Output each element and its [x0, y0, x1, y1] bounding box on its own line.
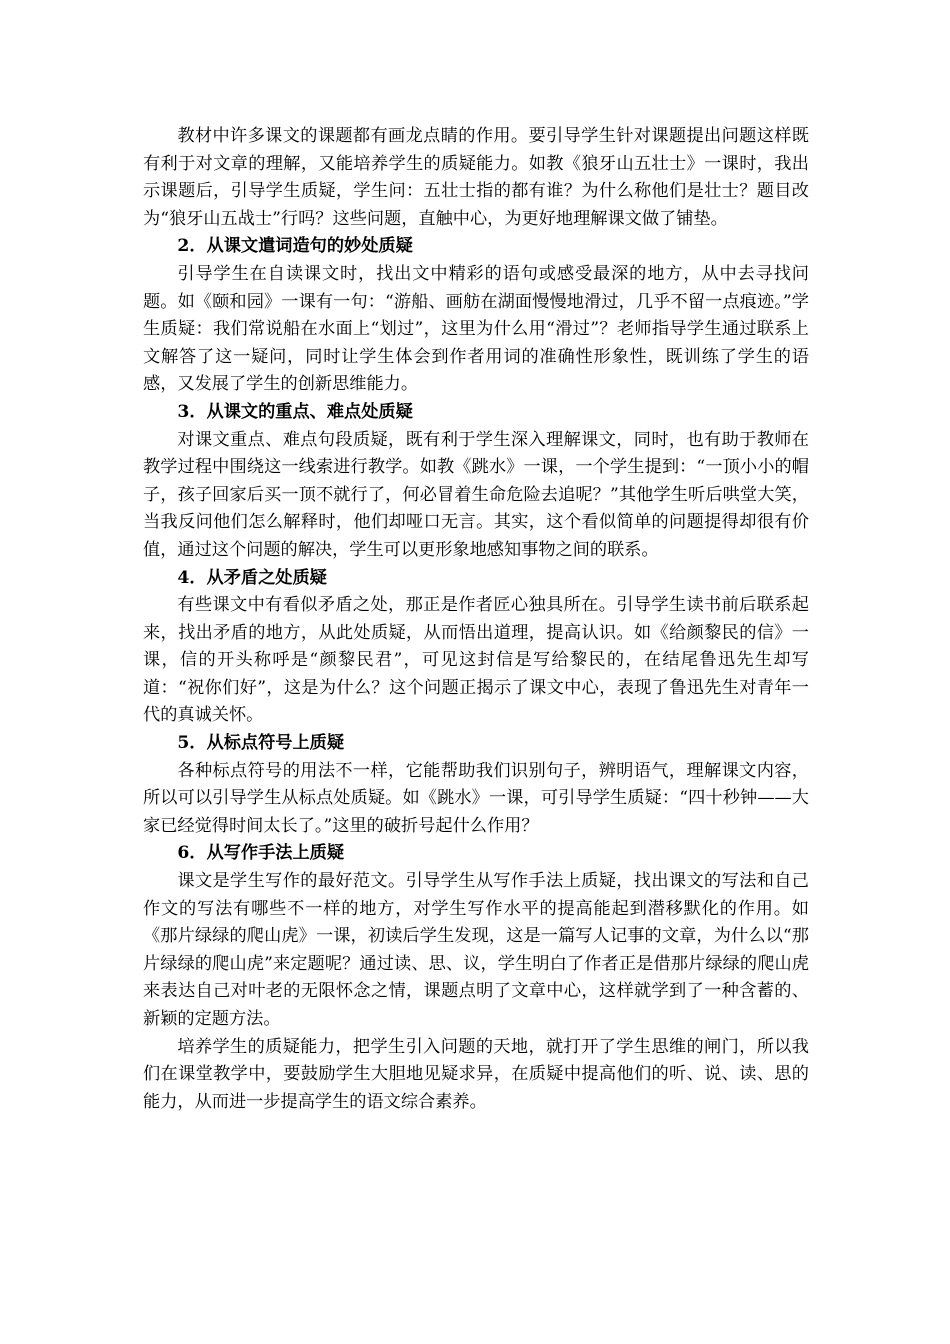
paragraph-section-5: 各种标点符号的用法不一样，它能帮助我们识别句子，辨明语气，理解课文内容，所以可以引导学生从标点处质疑。如《跳水》一课，可引导学生质疑：“四十秒钟——大家已经觉得时间太长了。”这里的破折号起什么作用？: [143, 760, 809, 836]
paragraph-intro: 教材中许多课文的课题都有画龙点睛的作用。要引导学生针对课题提出问题这样既有利于对文章的理解，又能培养学生的质疑能力。如教《狼牙山五壮士》一课时，我出示课题后，引导学生质疑，学生问：五壮士指的都有谁？为什么称他们是壮士？题目改为“狼牙山五战士”行吗？这些问题，直触中心，为更好地理解课文做了铺垫。: [143, 126, 809, 229]
document-body: [143, 123, 809, 1116]
paragraph-section-3: 对课文重点、难点句段质疑，既有利于学生深入理解课文，同时，也有助于教师在教学过程中围绕这一线索进行教学。如教《跳水》一课，一个学生提到：“一顶小小的帽子，孩子回家后买一顶不就行了，何必冒着生命危险去追呢？”其他学生听后哄堂大笑，当我反问他们怎么解释时，他们却哑口无言。其实，这个看似简单的问题提得却很有价值，通过这个问题的解决，学生可以更形象地感知事物之间的联系。: [143, 429, 809, 560]
paragraph-conclusion: 培养学生的质疑能力，把学生引入问题的天地，就打开了学生思维的闸门，所以我们在课堂教学中，要鼓励学生大胆地见疑求异，在质疑中提高他们的听、说、读、思的能力，从而进一步提高学生的语文综合素养。: [143, 1036, 809, 1112]
section-heading-5: 5．从标点符号上质疑: [177, 733, 345, 754]
paragraph-section-6: 课文是学生写作的最好范文。引导学生从写作手法上质疑，找出课文的写法和自己作文的写法有哪些不一样的地方，对学生写作水平的提高能起到潜移默化的作用。如《那片绿绿的爬山虎》一课，初读后学生发现，这是一篇写人记事的文章，为什么以“那片绿绿的爬山虎”来定题呢？通过读、思、议，学生明白了作者正是借那片绿绿的爬山虎来表达自己对叶老的无限怀念之情，课题点明了文章中心，这样就学到了一种含蓄的、新颖的定题方法。: [143, 871, 809, 1029]
section-heading-2: 2．从课文遣词造句的妙处质疑: [177, 236, 413, 257]
section-heading-3: 3．从课文的重点、难点处质疑: [177, 401, 413, 422]
paragraph-section-2: 引导学生在自读课文时，找出文中精彩的语句或感受最深的地方，从中去寻找问题。如《颐和园》一课有一句：“游船、画舫在湖面慢慢地滑过，几乎不留一点痕迹。”学生质疑：我们常说船在水面上“划过”，这里为什么用“滑过”？老师指导学生通过联系上文解答了这一疑问，同时让学生体会到作者用词的准确性形象性，既训练了学生的语感，又发展了学生的创新思维能力。: [143, 263, 809, 395]
section-heading-6: 6．从写作手法上质疑: [177, 843, 345, 864]
paragraph-section-4: 有些课文中有看似矛盾之处，那正是作者匠心独具所在。引导学生读书前后联系起来，找出矛盾的地方，从此处质疑，从而悟出道理，提高认识。如《给颜黎民的信》一课，信的开头称呼是“颜黎民君”，可见这封信是写给黎民的，在结尾鲁迅先生却写道：“祝你们好”，这是为什么？这个问题正揭示了课文中心，表现了鲁迅先生对青年一代的真诚关怀。: [143, 595, 809, 726]
section-heading-4: 4．从矛盾之处质疑: [177, 567, 327, 588]
